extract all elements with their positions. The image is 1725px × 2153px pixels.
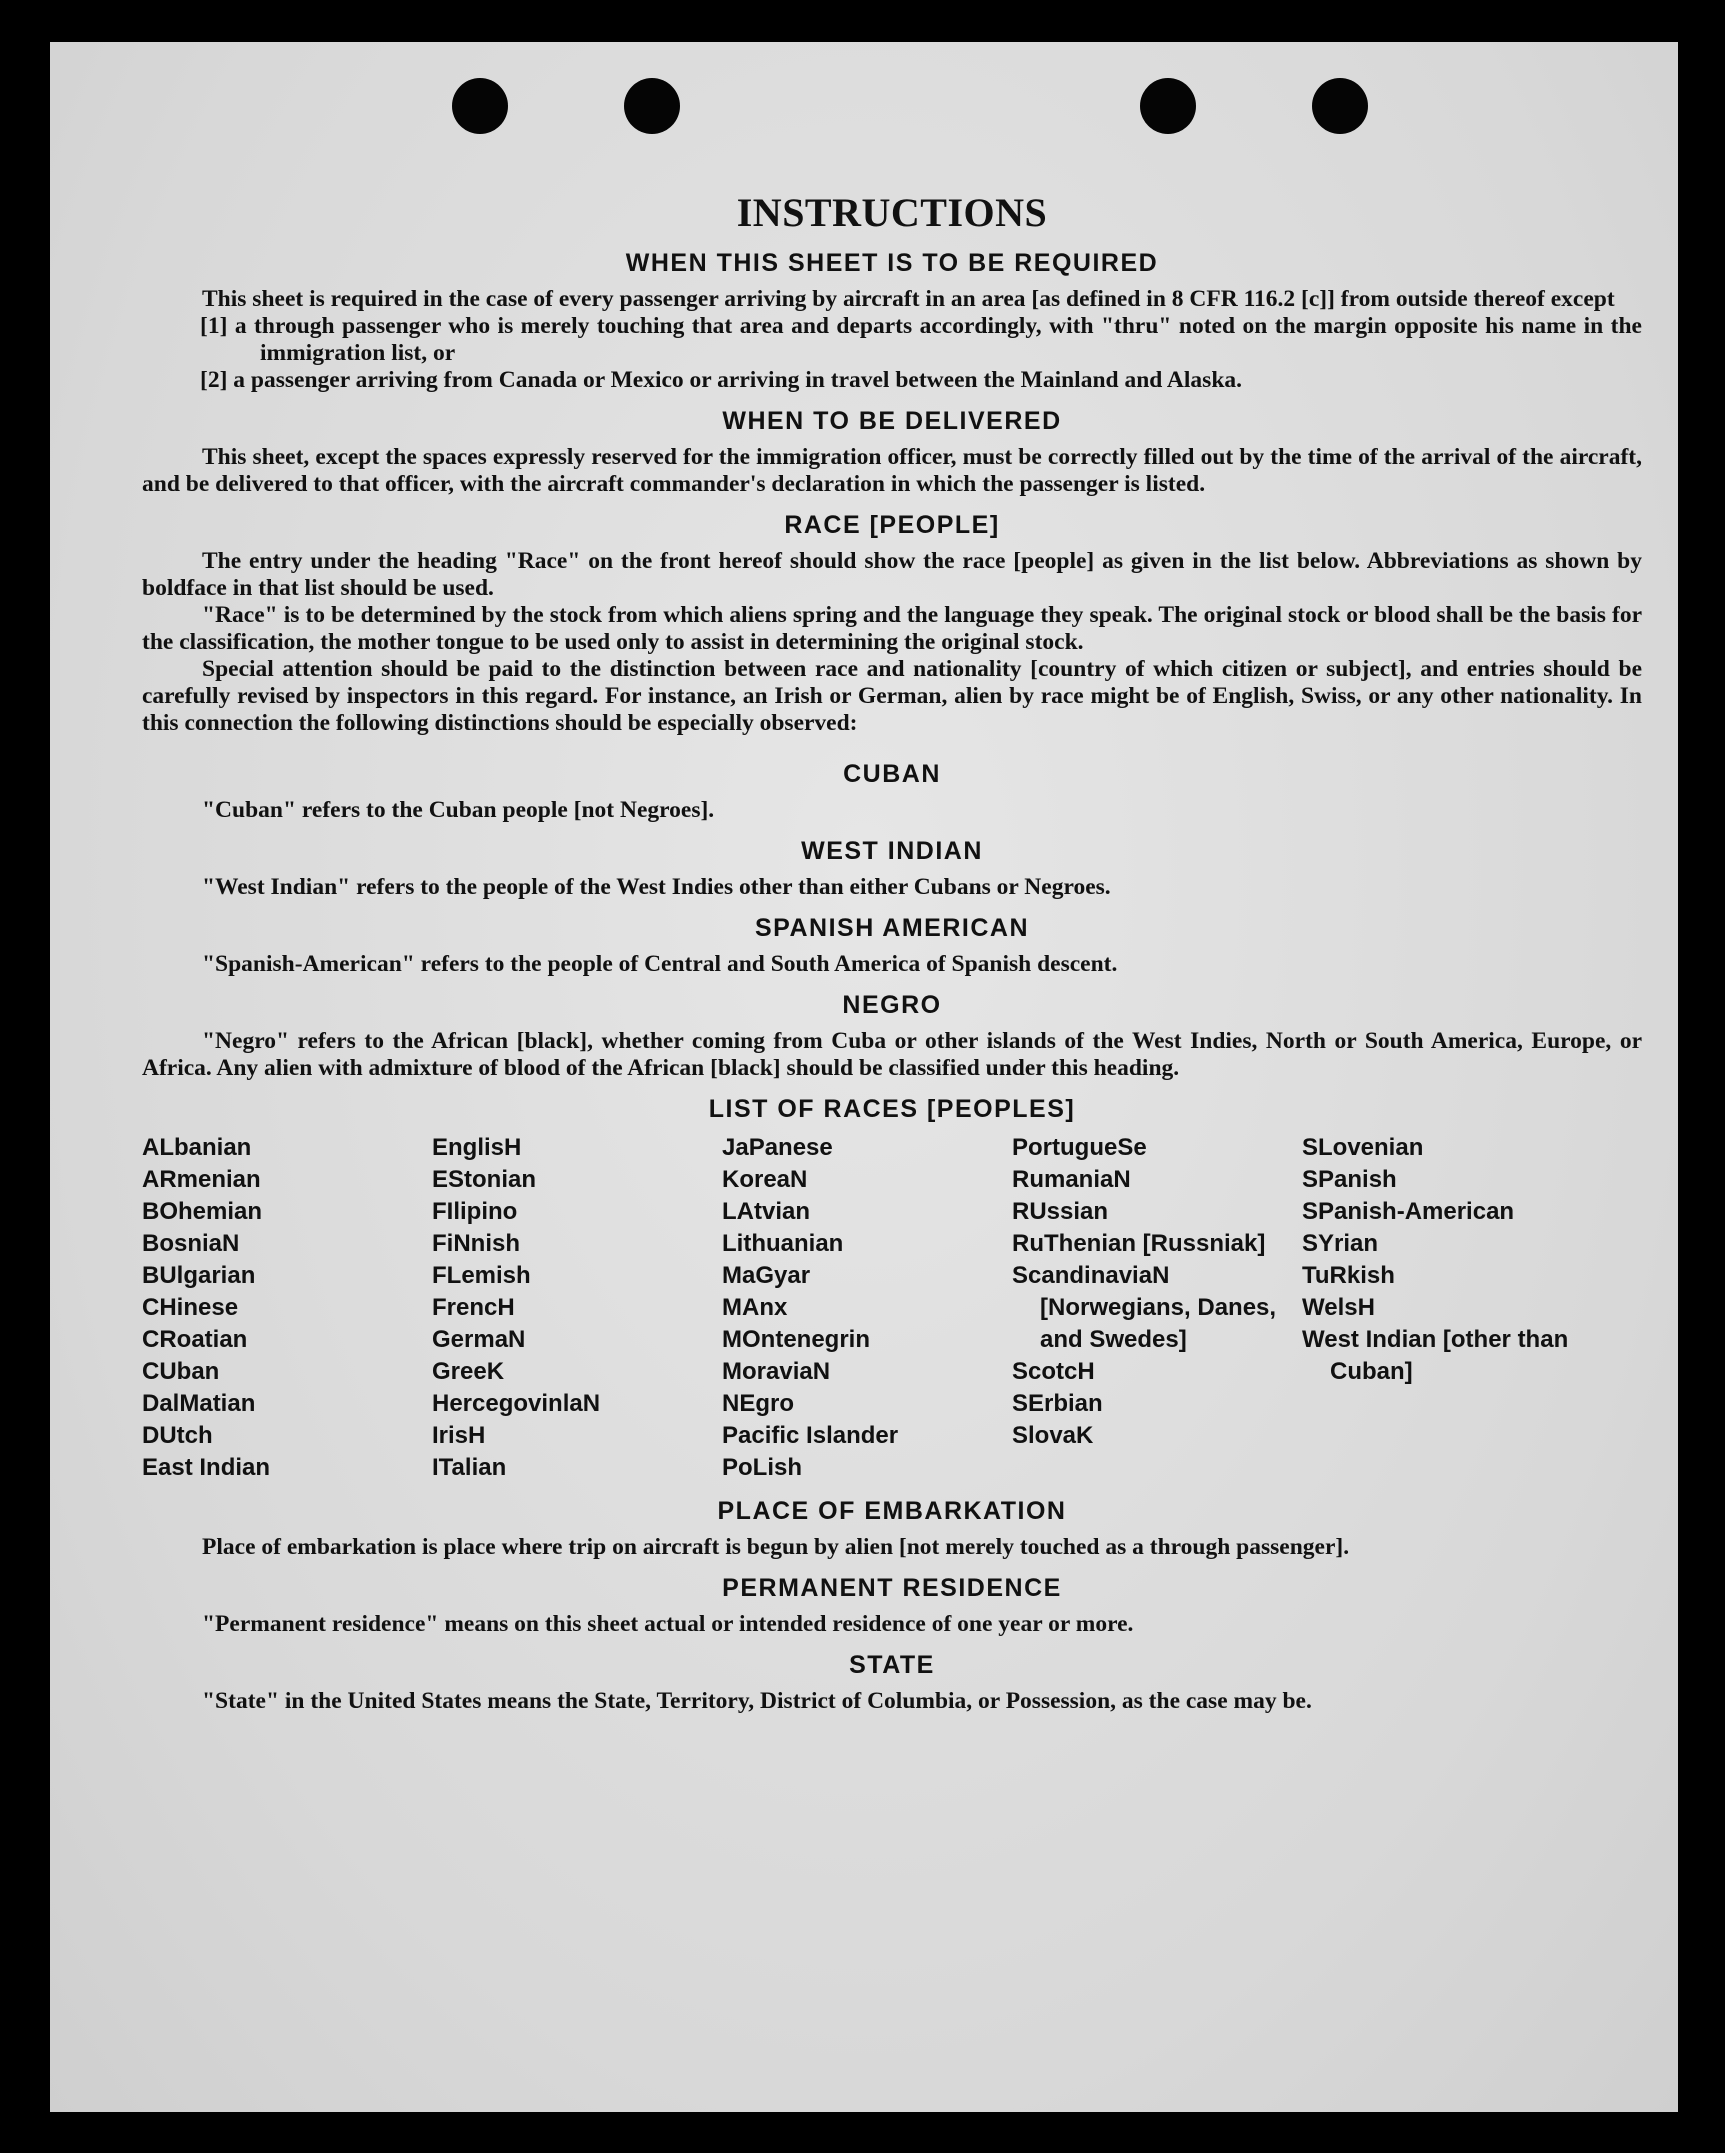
races-column (142, 1132, 432, 1484)
section-state (142, 1650, 1642, 1715)
section-west-indian (142, 836, 1642, 901)
race-item: Lithuanian (722, 1230, 844, 1257)
race-item: ARmenian (142, 1166, 261, 1193)
section-heading: CUBAN (843, 760, 941, 788)
race-item: EStonian (432, 1166, 537, 1193)
race-item: WelsH (1302, 1294, 1375, 1321)
section-when-required (142, 248, 1642, 394)
punch-hole (1312, 78, 1368, 134)
section-heading: WHEN THIS SHEET IS TO BE REQUIRED (625, 249, 1159, 277)
paragraph: Place of embarkation is place where trip on aircraft is begun by alien [not merely touched as a through passenger]. (202, 1534, 1350, 1560)
section-spanish-american (142, 913, 1642, 978)
race-item: EnglisH (432, 1134, 522, 1161)
punch-hole (452, 78, 508, 134)
paragraph: Special attention should be paid to the distinction between race and nationality [country of which citizen or subject], and entries should be carefully revised by inspectors in this regard. For instance, an Irish or German, alien by race might be of English, Swiss, or any other nationality. In this connection the following distinctions should be especially observed: (142, 656, 1642, 736)
list-item: [2] a passenger arriving from Canada or Mexico or arriving in travel between the Mainland and Alaska. (200, 367, 1243, 393)
races-column (432, 1132, 722, 1484)
race-item: RUssian (1012, 1198, 1109, 1225)
race-item: DalMatian (142, 1390, 256, 1417)
section-heading: STATE (849, 1651, 935, 1679)
race-item: MaGyar (722, 1262, 811, 1289)
race-item: ALbanian (142, 1134, 252, 1161)
section-heading: NEGRO (842, 991, 942, 1019)
race-item: SlovaK (1012, 1422, 1094, 1449)
section-when-delivered (142, 406, 1642, 498)
punch-hole (1140, 78, 1196, 134)
races-column (722, 1132, 1012, 1484)
race-item: FIlipino (432, 1198, 518, 1225)
document-page (50, 42, 1678, 2112)
race-item: West Indian [other than Cuban] (1302, 1326, 1569, 1385)
race-item: HercegovinlaN (432, 1390, 601, 1417)
section-heading: RACE [PEOPLE] (784, 511, 1000, 539)
race-item: SYrian (1302, 1230, 1379, 1257)
race-item: CHinese (142, 1294, 239, 1321)
race-item: NEgro (722, 1390, 794, 1417)
section-heading: LIST OF RACES [PEOPLES] (708, 1095, 1076, 1123)
race-item: GreeK (432, 1358, 505, 1385)
races-table (142, 1132, 1642, 1484)
race-item: SPanish (1302, 1166, 1397, 1193)
races-column (1302, 1132, 1592, 1484)
race-item: FrencH (432, 1294, 515, 1321)
race-item: ITalian (432, 1454, 507, 1481)
race-item: IrisH (432, 1422, 486, 1449)
race-item: ScotcH (1012, 1358, 1095, 1385)
section-negro (142, 990, 1642, 1082)
section-cuban (142, 759, 1642, 824)
paragraph: "State" in the United States means the State, Territory, District of Columbia, or Possession, as the case may be. (202, 1688, 1312, 1714)
paragraph: "West Indian" refers to the people of the West Indies other than either Cubans or Negroes. (202, 874, 1111, 900)
race-item: MOntenegrin (722, 1326, 870, 1353)
section-race (142, 510, 1642, 737)
section-place-of-embarkation (142, 1496, 1642, 1561)
page-title: INSTRUCTIONS (736, 190, 1048, 235)
races-column (1012, 1132, 1302, 1484)
race-item: FLemish (432, 1262, 531, 1289)
punch-hole (624, 78, 680, 134)
paragraph: "Negro" refers to the African [black], whether coming from Cuba or other islands of the West Indies, North or South America, Europe, or Africa. Any alien with admixture of blood of the African [black] should be classified under this heading. (142, 1028, 1642, 1081)
paragraph: This sheet, except the spaces expressly reserved for the immigration officer, must be correctly filled out by the time of the arrival of the aircraft, and be delivered to that officer, with the aircraft commander's declaration in which the passenger is listed. (142, 444, 1642, 497)
section-heading: SPANISH AMERICAN (754, 914, 1029, 942)
section-heading: WHEN TO BE DELIVERED (722, 407, 1062, 435)
race-item: CUban (142, 1358, 220, 1385)
list-item: [1] a through passenger who is merely touching that area and departs accordingly, with "thru" noted on the margin opposite his name in the immigration list, or (200, 313, 1642, 366)
race-item: JaPanese (722, 1134, 833, 1161)
race-item: CRoatian (142, 1326, 248, 1353)
section-heading: PLACE OF EMBARKATION (717, 1497, 1067, 1525)
race-item: TuRkish (1302, 1262, 1395, 1289)
race-item: Pacific Islander (722, 1422, 899, 1449)
race-item: PoLish (722, 1454, 803, 1481)
race-item: SPanish-American (1302, 1198, 1515, 1225)
paragraph: The entry under the heading "Race" on the front hereof should show the race [people] as given in the list below. Abbreviations as shown by boldface in that list should be used. (142, 548, 1642, 601)
race-item: SLovenian (1302, 1134, 1424, 1161)
paragraph: "Permanent residence" means on this sheet actual or intended residence of one year or more. (202, 1611, 1134, 1637)
race-item: BosniaN (142, 1230, 240, 1257)
race-item: PortugueSe (1012, 1134, 1147, 1161)
race-item: BOhemian (142, 1198, 263, 1225)
paragraph: "Cuban" refers to the Cuban people [not Negroes]. (202, 797, 715, 823)
paragraph: This sheet is required in the case of every passenger arriving by aircraft in an area [as defined in 8 CFR 116.2 [c]] from outside thereof except (202, 286, 1615, 312)
race-item: East Indian (142, 1454, 271, 1481)
section-heading: PERMANENT RESIDENCE (722, 1574, 1062, 1602)
race-item: RuThenian [Russniak] (1012, 1230, 1266, 1257)
race-item: KoreaN (722, 1166, 808, 1193)
race-item: MoraviaN (722, 1358, 831, 1385)
race-item: BUlgarian (142, 1262, 256, 1289)
race-item: DUtch (142, 1422, 213, 1449)
race-item: SErbian (1012, 1390, 1103, 1417)
paragraph: "Race" is to be determined by the stock from which aliens spring and the language they speak. The original stock or blood shall be the basis for the classification, the mother tongue to be used only to assist in determining the original stock. (142, 602, 1642, 655)
section-permanent-residence (142, 1573, 1642, 1638)
race-item: MAnx (722, 1294, 788, 1321)
race-item: GermaN (432, 1326, 526, 1353)
section-list-of-races (142, 1094, 1642, 1484)
race-item: FiNnish (432, 1230, 520, 1257)
instructions-content (142, 152, 1642, 1715)
section-heading: WEST INDIAN (801, 837, 983, 865)
race-item: RumaniaN (1012, 1166, 1131, 1193)
paragraph: "Spanish-American" refers to the people of Central and South America of Spanish descent. (202, 951, 1118, 977)
race-item: LAtvian (722, 1198, 811, 1225)
race-item: ScandinaviaN [Norwegians, Danes, and Swedes] (1012, 1262, 1277, 1353)
